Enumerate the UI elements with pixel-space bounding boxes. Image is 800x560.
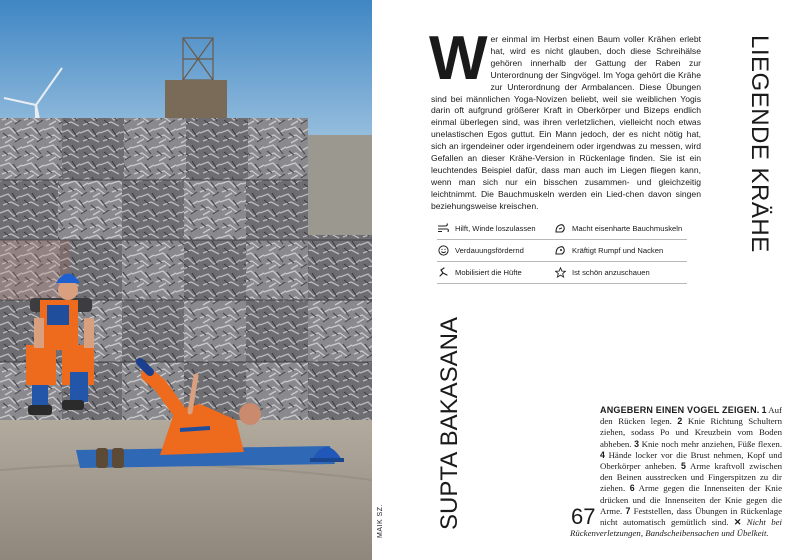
step-text: Feststellen, dass Übungen in Rückenlage nicht automatisch gemütlich sind.: [600, 505, 783, 528]
concrete-wall: [300, 135, 372, 235]
benefit-item: Mobilisiert die Hüfte: [437, 261, 555, 284]
step-number: 1: [761, 405, 767, 415]
dropcap: W: [429, 24, 488, 93]
instructions: [570, 405, 782, 539]
star-icon: [554, 266, 566, 278]
benefit-item: Hilft, Winde loszulassen: [437, 217, 555, 240]
step-text: Auf den Rücken legen.: [600, 405, 782, 427]
step-number: 6: [629, 483, 635, 494]
benefit-item: Ist schön anzuschauen: [554, 261, 687, 284]
wind-icon: [437, 222, 449, 234]
smile-icon: [437, 244, 449, 256]
benefit-item: Kräftigt Rumpf und Nacken: [554, 239, 687, 262]
benefit-item: Macht eisenharte Bauchmuskeln: [554, 217, 687, 240]
step-text: Knie Richtung Schultern ziehen, sodass Po und Kreuzbein vom Boden abheben.: [600, 416, 782, 449]
warning-text: Nicht bei Rückenverletzungen, Bandscheibensachen und Übelkeit.: [570, 517, 782, 539]
step-text: Arme kraftvoll zwischen den Beinen ausstrecken und Fingerspitzen zu dir ziehen.: [600, 461, 783, 494]
muscle-icon: [554, 222, 566, 234]
instructions-heading: ANGEBERN EINEN VOGEL ZEIGEN.: [600, 405, 760, 415]
step-text: Hände locker vor die Brust nehmen, Kopf und Oberkörper anheben.: [600, 449, 782, 472]
pose-title-vertical: LIEGENDE KRÄHE: [746, 35, 773, 253]
step-number: 2: [677, 416, 683, 427]
step-number: 3: [634, 438, 640, 449]
hip-icon: [437, 266, 449, 278]
step-number: 5: [681, 461, 686, 472]
warning-icon: ✕: [733, 517, 742, 528]
step-number: 4: [600, 449, 605, 460]
sanskrit-title: SUPTA BAKASANA: [436, 317, 463, 530]
step-text: Knie noch mehr anziehen, Füße flexen.: [641, 438, 783, 449]
intro-text: [429, 24, 701, 213]
benefit-item: Verdauungsfördernd: [437, 239, 555, 262]
page-number: 67: [571, 504, 596, 529]
scrap-heap-top: [165, 80, 227, 120]
intro-body: er einmal im Herbst einen Baum voller Krähen erlebt hat, wird es nicht glauben, doch diese Schreihälse gehören innerhalb der Gattung der Raben zur Unterordnung der Singvögel. Im Yoga gehört die Krähe zur Unterordnung der Armbalancen. Diese Übungen sind bei männlichen Yoga-Novizen beliebt, weil sie weiblichen Yogis darin oft aufgrund größerer Kraft in Oberkörper und Bizeps endlich einmal überlegen sind, was ihren verletzlichen, vielleicht noch etwas unelastischen Egos guttut. Ein Mann jedoch, der es nicht nötig hat, sich an irgendeiner oder irgendeinem oder irgendwas zu messen, wird Gefallen an dieser Krähe-Version in Rückenlage finden. Sie ist ein leuchtendes Beispiel dafür, dass man auch im Liegen fliegen kann, wenn man sich nur ein bisschen zusammen- und gleichzeitig leichtnimmt. Die Bauchmuskeln werden ein Lied-chen davon singen beziehungsweise kreischen.: [431, 34, 701, 211]
step-text: Arme gegen die Innenseiten der Knie drücken und die Innenseiten der Knie gegen die Arme.: [600, 483, 783, 516]
photo-credit: MAIK SZ.: [377, 504, 384, 538]
photo-scrapyard-yoga: [0, 0, 372, 560]
step-number: 7: [625, 505, 631, 516]
strength-icon: [554, 244, 566, 256]
